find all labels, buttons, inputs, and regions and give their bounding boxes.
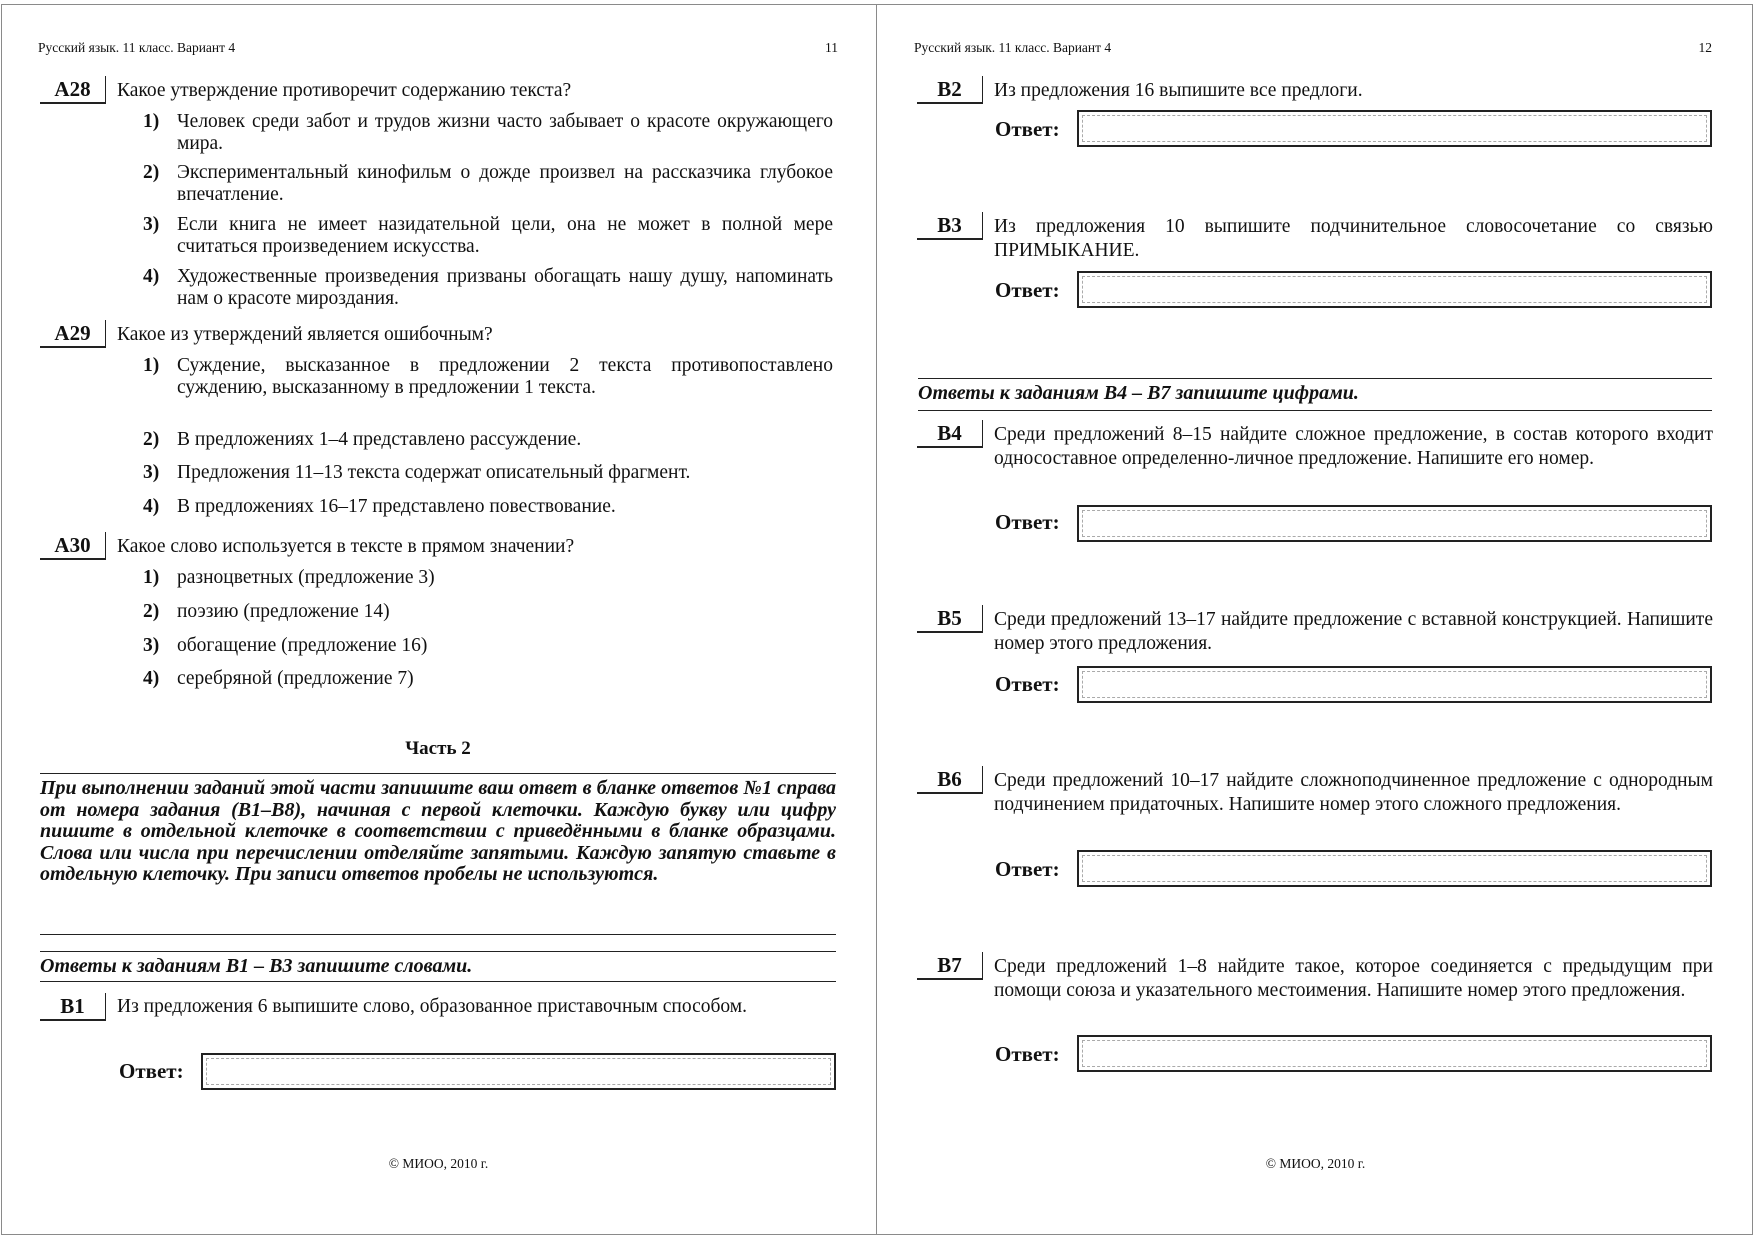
divider [40,981,836,982]
option-text: поэзию (предложение 14) [177,601,390,622]
question-label: В7 [917,952,983,980]
divider [40,934,836,935]
option-text: обогащение (предложение 16) [177,635,428,656]
question-text: Из предложения 10 выпишите подчинительное словосочетание со связью ПРИМЫКАНИЕ. [994,216,1713,261]
option-text: Художественные произведения призваны обогащать нашу душу, напоминать нам о красоте мироздания. [177,266,833,309]
divider [40,773,836,774]
page-number: 11 [825,40,838,55]
answer-option[interactable] [143,162,833,205]
question-label: В1 [40,993,106,1021]
option-text: В предложениях 1–4 представлено рассуждение. [177,429,582,450]
answer-option[interactable] [143,635,833,657]
answer-field[interactable] [1077,110,1712,147]
option-text: Если книга не имеет назидательной цели, она не может в полной мере считаться произведением искусства. [177,214,833,257]
question-label: В2 [917,76,983,104]
section-subheading: Ответы к заданиям В4 – В7 запишите цифрами. [918,382,1359,404]
page-footer: © МИОО, 2010 г. [388,1156,489,1171]
answer-option[interactable] [143,214,833,257]
answer-option[interactable] [143,266,833,309]
question-label: В5 [917,605,983,633]
answer-field[interactable] [201,1053,836,1090]
option-text: Суждение, высказанное в предложении 2 текста противопоставлено суждению, высказанному в предложении 1 текста. [177,355,833,398]
question-text: Из предложения 6 выпишите слово, образованное приставочным способом. [117,996,747,1017]
divider [40,951,836,952]
answer-option[interactable] [143,462,833,484]
option-number: 1) [143,111,160,132]
answer-field[interactable] [1077,850,1712,887]
question-label: A29 [40,320,106,348]
answer-label: Ответ: [995,117,1060,141]
option-text: В предложениях 16–17 представлено повествование. [177,496,616,517]
page-number: 12 [1698,40,1712,55]
option-text: Предложения 11–13 текста содержат описательный фрагмент. [177,462,691,483]
page-footer: © МИОО, 2010 г. [1265,1156,1366,1171]
answer-label: Ответ: [119,1059,184,1083]
question-label: В6 [917,766,983,794]
question-text: Среди предложений 8–15 найдите сложное предложение, в состав которого входит односоставное определенно-личное предложение. Напишите его номер. [994,424,1713,469]
question-text: Среди предложений 10–17 найдите сложноподчиненное предложение с однородным подчинением придаточных. Напишите номер этого сложного предложения. [994,770,1713,815]
option-text: Человек среди забот и трудов жизни часто забывает о красоте окружающего мира. [177,111,833,154]
divider [918,378,1712,379]
option-text: серебряной (предложение 7) [177,668,414,689]
divider [918,410,1712,411]
answer-option[interactable] [143,111,833,154]
answer-option[interactable] [143,601,833,623]
answer-option[interactable] [143,668,833,690]
question-label: В4 [917,420,983,448]
option-number: 4) [143,496,160,517]
answer-option[interactable] [143,429,833,451]
answer-label: Ответ: [995,1042,1060,1066]
question-label: В3 [917,212,983,240]
option-number: 1) [143,567,160,588]
answer-option[interactable] [143,496,833,518]
question-text: Какое из утверждений является ошибочным? [117,324,493,345]
answer-label: Ответ: [995,672,1060,696]
option-text: разноцветных (предложение 3) [177,567,435,588]
option-number: 1) [143,355,160,376]
answer-field[interactable] [1077,271,1712,308]
answer-option[interactable] [143,567,833,589]
question-label: A28 [40,76,106,104]
option-number: 2) [143,601,160,622]
option-text: Экспериментальный кинофильм о дожде произвел на рассказчика глубокое впечатление. [177,162,833,205]
question-text: Какое утверждение противоречит содержанию текста? [117,80,572,101]
option-number: 3) [143,635,160,656]
question-text: Среди предложений 13–17 найдите предложение с вставной конструкцией. Напишите номер этого предложения. [994,609,1713,654]
answer-label: Ответ: [995,857,1060,881]
page-header-subject: Русский язык. 11 класс. Вариант 4 [914,40,1112,55]
option-number: 4) [143,668,160,689]
answer-label: Ответ: [995,278,1060,302]
option-number: 2) [143,162,160,183]
option-number: 3) [143,214,160,235]
part-title: Часть 2 [405,738,471,759]
answer-field[interactable] [1077,1035,1712,1072]
answer-field[interactable] [1077,666,1712,703]
answer-field[interactable] [1077,505,1712,542]
question-label: A30 [40,532,106,560]
question-text: Среди предложений 1–8 найдите такое, которое соединяется с предыдущим при помощи союза и указательного местоимения. Напишите номер этого предложения. [994,956,1713,1001]
option-number: 4) [143,266,160,287]
question-text: Какое слово используется в тексте в прямом значении? [117,536,575,557]
answer-option[interactable] [143,355,833,398]
question-text: Из предложения 16 выпишите все предлоги. [994,80,1363,101]
option-number: 2) [143,429,160,450]
option-number: 3) [143,462,160,483]
section-subheading: Ответы к заданиям В1 – В3 запишите словами. [40,955,473,977]
answer-label: Ответ: [995,510,1060,534]
page-header-subject: Русский язык. 11 класс. Вариант 4 [38,40,236,55]
instructions: При выполнении заданий этой части запишите ваш ответ в бланке ответов №1 справа от номера задания (В1–В8), начиная с первой клеточки. Каждую букву или цифру пишите в отдельной клеточке в соответствии с приведёнными в бланке образцами. Слова или числа при перечислении отделяйте запятыми. Каждую запятую ставьте в отдельную клеточку. При записи ответов пробелы не используются. [40,777,836,885]
